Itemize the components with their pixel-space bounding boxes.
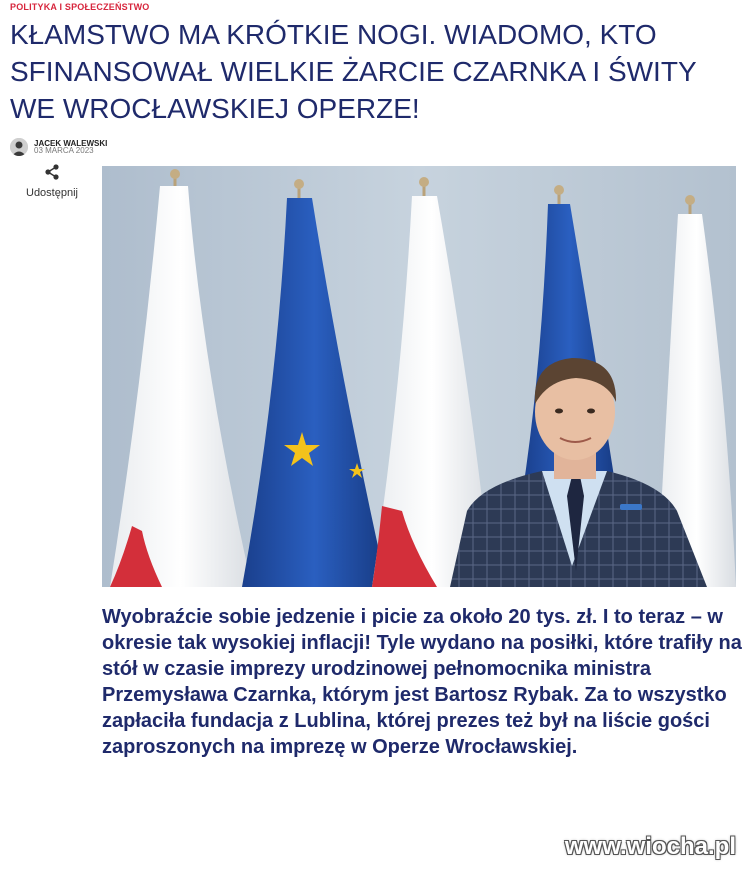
author-name[interactable]: JACEK WALEWSKI [34, 139, 108, 148]
share-button[interactable] [20, 163, 84, 201]
watermark: www.wiocha.pl [564, 833, 736, 860]
article-title: KŁAMSTWO MA KRÓTKIE NOGI. WIADOMO, KTO SFINANSOWAŁ WIELKIE ŻARCIE CZARNKA I ŚWITY WE WROCŁAWSKIEJ OPERZE! [10, 19, 697, 124]
article-body: Wyobraźcie sobie jedzenie i picie za około 20 tys. zł. I to teraz – w okresie tak wysokiej inflacji! Tyle wydano na posiłki, które trafiły na stół w czasie imprezy urodzinowej pełnomocnika ministra Przemysława Czarnka, którym jest Bartosz Rybak. Za to wszystko zapłaciła fundacja z Lublina, której prezes też był na liście gości zaproszonych na imprezę w Operze Wrocławskiej. [102, 606, 742, 758]
share-icon [43, 163, 61, 181]
category-label[interactable]: POLITYKA I SPOŁECZEŃSTWO [10, 2, 150, 12]
share-label: Udostępnij [26, 187, 78, 199]
publish-date: 03 MARCA 2023 [34, 146, 94, 155]
article-photo [102, 166, 736, 587]
author-avatar[interactable] [10, 138, 28, 156]
